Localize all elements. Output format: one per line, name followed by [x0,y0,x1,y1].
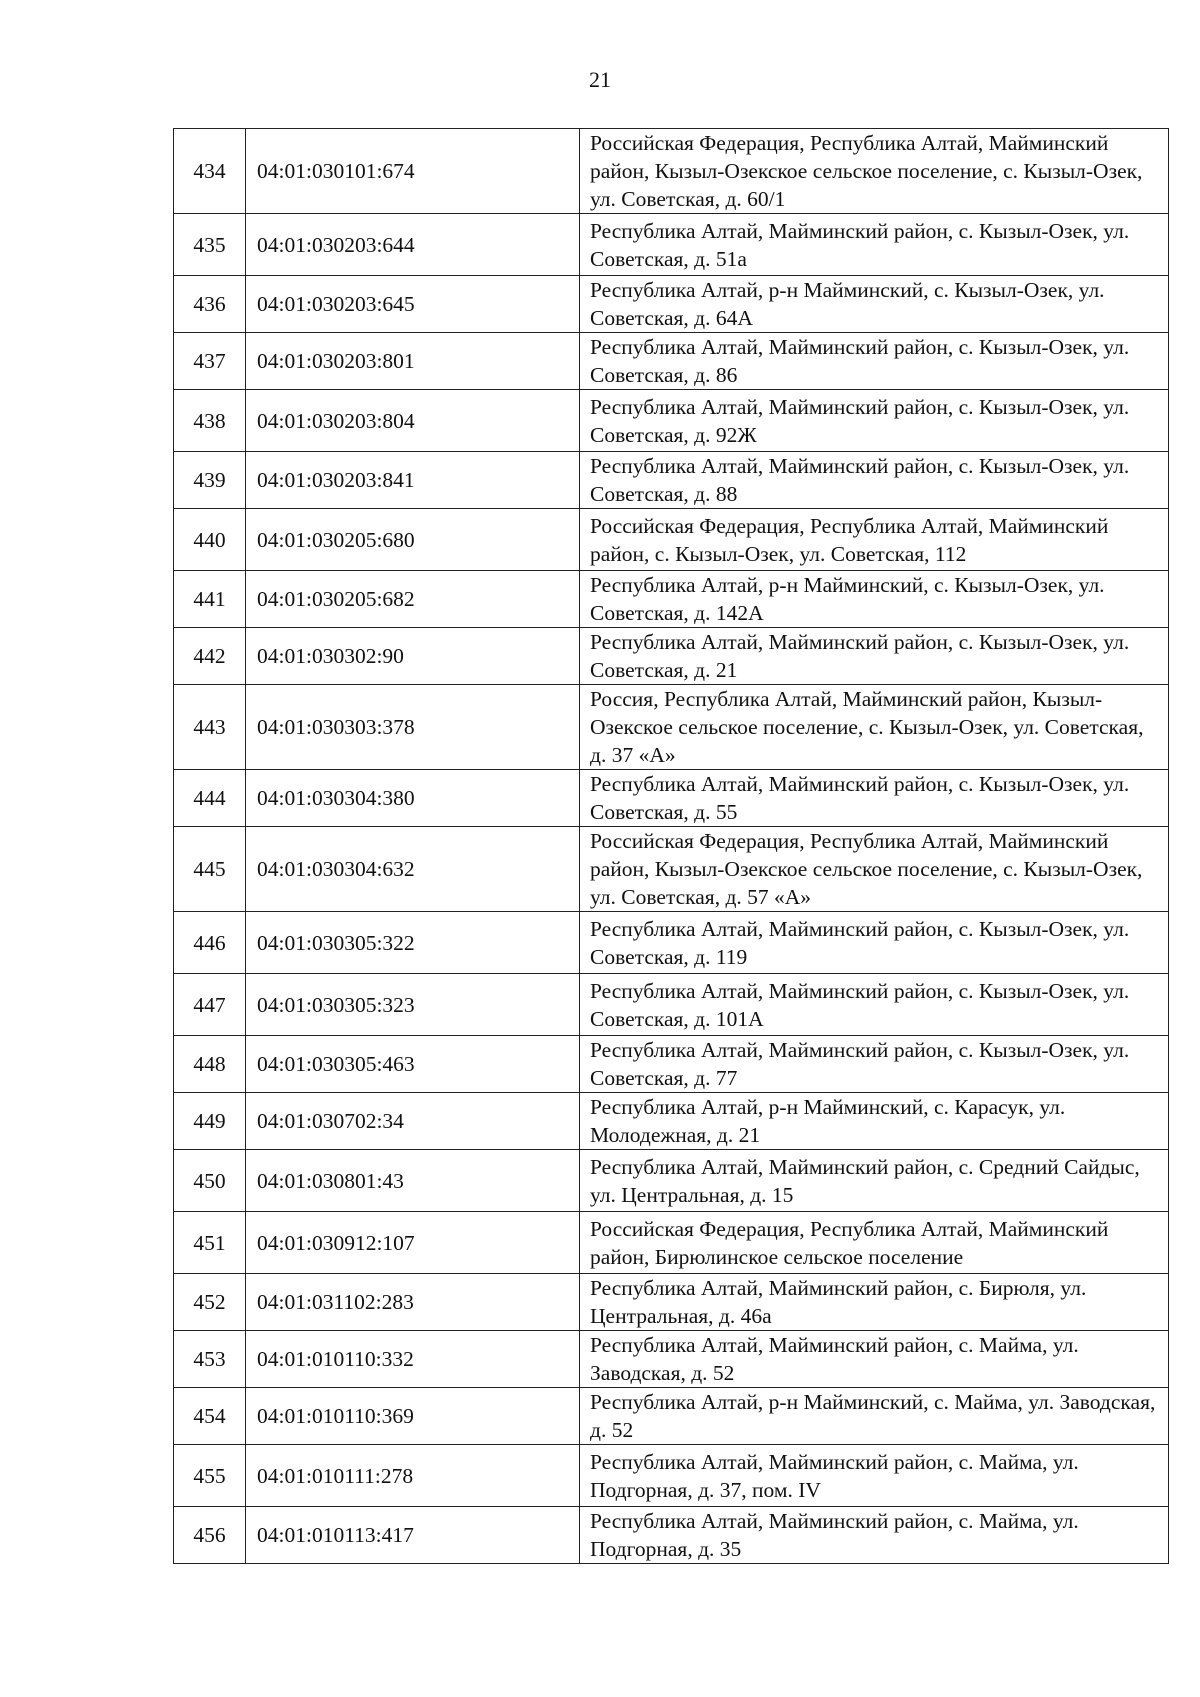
cadastral-number-cell: 04:01:010113:417 [246,1507,580,1564]
address-cell: Российская Федерация, Республика Алтай, Майминский район, с. Кызыл-Озек, ул. Советская, 112 [580,509,1169,571]
row-number-cell: 445 [174,827,246,912]
row-number-cell: 441 [174,571,246,628]
table-row [174,333,1169,390]
row-number-cell: 437 [174,333,246,390]
table-row [174,1507,1169,1564]
row-number-cell: 456 [174,1507,246,1564]
table-row [174,509,1169,571]
table-row [174,571,1169,628]
table-row [174,452,1169,509]
address-cell: Республика Алтай, Майминский район, с. Кызыл-Озек, ул. Советская, д. 51а [580,214,1169,276]
cadastral-number-cell: 04:01:030101:674 [246,129,580,214]
cadastral-number-cell: 04:01:030912:107 [246,1212,580,1274]
row-number-cell: 450 [174,1150,246,1212]
cadastral-number-cell: 04:01:030203:644 [246,214,580,276]
table-row [174,685,1169,770]
row-number-cell: 439 [174,452,246,509]
address-cell: Республика Алтай, р-н Майминский, с. Кызыл-Озек, ул. Советская, д. 64А [580,276,1169,333]
table-row [174,214,1169,276]
table-row [174,276,1169,333]
address-cell: Республика Алтай, Майминский район, с. Кызыл-Озек, ул. Советская, д. 86 [580,333,1169,390]
row-number-cell: 438 [174,390,246,452]
row-number-cell: 453 [174,1331,246,1388]
cadastral-number-cell: 04:01:030205:682 [246,571,580,628]
address-cell: Республика Алтай, Майминский район, с. Майма, ул. Подгорная, д. 35 [580,1507,1169,1564]
row-number-cell: 449 [174,1093,246,1150]
table-row [174,1093,1169,1150]
cadastral-number-cell: 04:01:031102:283 [246,1274,580,1331]
row-number-cell: 452 [174,1274,246,1331]
cadastral-number-cell: 04:01:030303:378 [246,685,580,770]
row-number-cell: 448 [174,1036,246,1093]
table-row [174,1331,1169,1388]
address-cell: Республика Алтай, р-н Майминский, с. Майма, ул. Заводская, д. 52 [580,1388,1169,1445]
address-cell: Российская Федерация, Республика Алтай, Майминский район, Кызыл-Озекское сельское поселение, с. Кызыл-Озек, ул. Советская, д. 57 «А» [580,827,1169,912]
row-number-cell: 443 [174,685,246,770]
row-number-cell: 451 [174,1212,246,1274]
cadastral-number-cell: 04:01:030302:90 [246,628,580,685]
cadastral-number-cell: 04:01:030203:645 [246,276,580,333]
address-cell: Республика Алтай, Майминский район, с. Кызыл-Озек, ул. Советская, д. 92Ж [580,390,1169,452]
cadastral-number-cell: 04:01:030305:463 [246,1036,580,1093]
table-row [174,827,1169,912]
row-number-cell: 440 [174,509,246,571]
address-cell: Республика Алтай, Майминский район, с. Кызыл-Озек, ул. Советская, д. 119 [580,912,1169,974]
cadastral-number-cell: 04:01:030203:841 [246,452,580,509]
row-number-cell: 434 [174,129,246,214]
row-number-cell: 446 [174,912,246,974]
row-number-cell: 447 [174,974,246,1036]
cadastral-number-cell: 04:01:030801:43 [246,1150,580,1212]
address-cell: Республика Алтай, Майминский район, с. Майма, ул. Подгорная, д. 37, пом. IV [580,1445,1169,1507]
address-cell: Российская Федерация, Республика Алтай, Майминский район, Бирюлинское сельское поселение [580,1212,1169,1274]
table-row [174,1274,1169,1331]
table-row [174,129,1169,214]
cadastral-number-cell: 04:01:030205:680 [246,509,580,571]
address-cell: Республика Алтай, р-н Майминский, с. Карасук, ул. Молодежная, д. 21 [580,1093,1169,1150]
row-number-cell: 436 [174,276,246,333]
address-cell: Россия, Республика Алтай, Майминский район, Кызыл-Озекское сельское поселение, с. Кызыл-Озек, ул. Советская, д. 37 «А» [580,685,1169,770]
page-number: 21 [589,67,611,92]
cadastral-number-cell: 04:01:030203:801 [246,333,580,390]
table-row [174,628,1169,685]
table-row [174,974,1169,1036]
table-row [174,1445,1169,1507]
property-table [173,128,1169,1564]
address-cell: Российская Федерация, Республика Алтай, Майминский район, Кызыл-Озекское сельское поселение, с. Кызыл-Озек, ул. Советская, д. 60/1 [580,129,1169,214]
address-cell: Республика Алтай, Майминский район, с. Бирюля, ул. Центральная, д. 46а [580,1274,1169,1331]
cadastral-number-cell: 04:01:010110:332 [246,1331,580,1388]
address-cell: Республика Алтай, р-н Майминский, с. Кызыл-Озек, ул. Советская, д. 142А [580,571,1169,628]
row-number-cell: 444 [174,770,246,827]
address-cell: Республика Алтай, Майминский район, с. Кызыл-Озек, ул. Советская, д. 55 [580,770,1169,827]
cadastral-number-cell: 04:01:030305:323 [246,974,580,1036]
cadastral-number-cell: 04:01:030305:322 [246,912,580,974]
address-cell: Республика Алтай, Майминский район, с. Кызыл-Озек, ул. Советская, д. 21 [580,628,1169,685]
table-row [174,912,1169,974]
address-cell: Республика Алтай, Майминский район, с. Майма, ул. Заводская, д. 52 [580,1331,1169,1388]
row-number-cell: 455 [174,1445,246,1507]
table-row [174,1150,1169,1212]
row-number-cell: 435 [174,214,246,276]
cadastral-number-cell: 04:01:010110:369 [246,1388,580,1445]
address-cell: Республика Алтай, Майминский район, с. Кызыл-Озек, ул. Советская, д. 88 [580,452,1169,509]
cadastral-number-cell: 04:01:030203:804 [246,390,580,452]
table-row [174,1388,1169,1445]
table-row [174,770,1169,827]
table-row [174,390,1169,452]
table-row [174,1212,1169,1274]
cadastral-number-cell: 04:01:010111:278 [246,1445,580,1507]
cadastral-number-cell: 04:01:030304:380 [246,770,580,827]
address-cell: Республика Алтай, Майминский район, с. Кызыл-Озек, ул. Советская, д. 101А [580,974,1169,1036]
row-number-cell: 454 [174,1388,246,1445]
row-number-cell: 442 [174,628,246,685]
table-row [174,1036,1169,1093]
cadastral-number-cell: 04:01:030702:34 [246,1093,580,1150]
property-table-body [174,129,1169,1564]
address-cell: Республика Алтай, Майминский район, с. Средний Сайдыс, ул. Центральная, д. 15 [580,1150,1169,1212]
cadastral-number-cell: 04:01:030304:632 [246,827,580,912]
address-cell: Республика Алтай, Майминский район, с. Кызыл-Озек, ул. Советская, д. 77 [580,1036,1169,1093]
